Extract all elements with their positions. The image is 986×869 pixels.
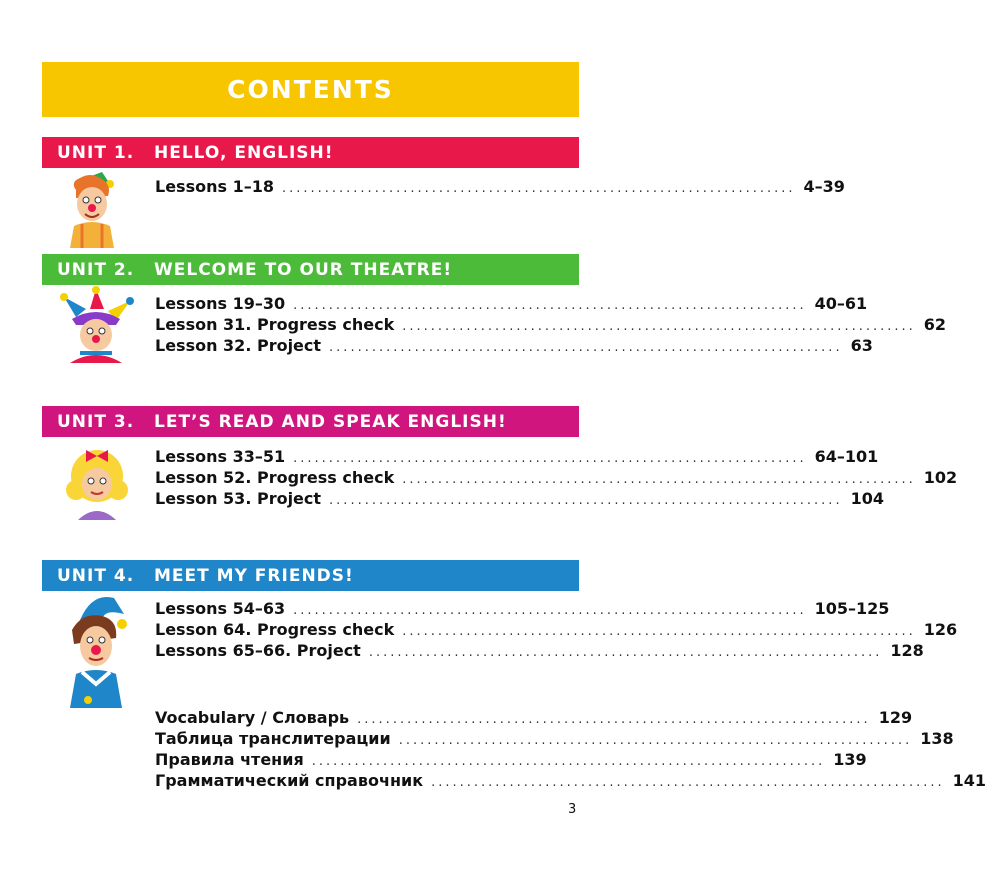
entry-label: Lessons 33–51 <box>155 447 286 466</box>
toc-entry <box>155 177 845 198</box>
toc-entry <box>155 641 924 662</box>
toc-entry <box>155 315 947 336</box>
leader-dots: ........................................................................ <box>311 754 826 769</box>
unit-4-number: UNIT 4. <box>57 565 135 586</box>
entry-pages: 63 <box>850 336 873 355</box>
entry-label: Lessons 1–18 <box>155 177 274 196</box>
entry-label: Vocabulary / Словарь <box>155 708 350 727</box>
unit-1-header <box>42 137 579 168</box>
entry-label: Lesson 64. Progress check <box>155 620 395 639</box>
entry-pages: 128 <box>890 641 924 660</box>
unit-3-header <box>42 406 579 437</box>
unit-1-number: UNIT 1. <box>57 142 135 163</box>
appendix-entries <box>155 708 986 792</box>
entry-label: Lesson 32. Project <box>155 336 322 355</box>
leader-dots: ........................................................................ <box>293 603 807 618</box>
entry-pages: 105–125 <box>814 599 890 618</box>
toc-entry <box>155 750 867 771</box>
entry-pages: 102 <box>923 468 958 487</box>
leader-dots: ........................................................................ <box>357 712 871 727</box>
unit-3-name: LET’S READ AND SPEAK ENGLISH! <box>154 411 507 432</box>
leader-dots: ........................................................................ <box>329 340 843 355</box>
entry-pages: 138 <box>920 729 954 748</box>
leader-dots: ........................................................................ <box>293 298 807 313</box>
unit-1-name: HELLO, ENGLISH! <box>154 142 334 163</box>
unit-2-entries <box>155 294 947 357</box>
entry-pages: 4–39 <box>803 177 845 196</box>
contents-title: CONTENTS <box>227 75 394 104</box>
leader-dots: ........................................................................ <box>281 181 796 196</box>
entry-label: Таблица транслитерации <box>155 729 391 748</box>
toc-entry <box>155 708 913 729</box>
unit-2-name: WELCOME TO OUR THEATRE! <box>154 259 453 280</box>
toc-entry <box>155 489 884 510</box>
toc-entry <box>155 468 958 489</box>
toc-entry <box>155 771 986 792</box>
leader-dots: ........................................................................ <box>402 624 916 639</box>
clown-boy-illustration <box>60 168 124 248</box>
unit-3-entries <box>155 447 958 510</box>
entry-label: Lessons 19–30 <box>155 294 286 313</box>
entry-pages: 40–61 <box>814 294 868 313</box>
page-number: 3 <box>568 802 577 817</box>
entry-label: Lessons 54–63 <box>155 599 286 618</box>
unit-2-number: UNIT 2. <box>57 259 135 280</box>
jester-illustration <box>56 287 136 367</box>
toc-entry <box>155 599 890 620</box>
entry-pages: 62 <box>923 315 947 334</box>
entry-pages: 104 <box>850 489 884 508</box>
leader-dots: ........................................................................ <box>368 645 883 660</box>
leader-dots: ........................................................................ <box>402 472 916 487</box>
entry-label: Lessons 65–66. Project <box>155 641 361 660</box>
leader-dots: ........................................................................ <box>293 451 807 466</box>
unit-2-header <box>42 254 579 285</box>
toc-entry <box>155 294 868 315</box>
entry-label: Грамматический справочник <box>155 771 424 790</box>
leader-dots: ........................................................................ <box>398 733 913 748</box>
unit-4-entries <box>155 599 958 662</box>
unit-1-entries <box>155 177 845 198</box>
toc-entry <box>155 620 958 641</box>
entry-label: Lesson 53. Project <box>155 489 322 508</box>
toc-entry <box>155 447 879 468</box>
leader-dots: ........................................................................ <box>431 775 945 790</box>
entry-pages: 126 <box>923 620 958 639</box>
entry-pages: 141 <box>952 771 986 790</box>
entry-label: Правила чтения <box>155 750 304 769</box>
leader-dots: ........................................................................ <box>329 493 843 508</box>
unit-4-name: MEET MY FRIENDS! <box>154 565 354 586</box>
toc-entry <box>155 729 954 750</box>
unit-4-header <box>42 560 579 591</box>
girl-illustration <box>62 440 132 520</box>
entry-pages: 129 <box>878 708 913 727</box>
entry-pages: 64–101 <box>814 447 879 466</box>
contents-title-bar <box>42 62 579 117</box>
entry-pages: 139 <box>833 750 867 769</box>
entry-label: Lesson 31. Progress check <box>155 315 395 334</box>
unit-3-number: UNIT 3. <box>57 411 135 432</box>
toc-entry <box>155 336 873 357</box>
clown-man-illustration <box>62 590 132 708</box>
leader-dots: ........................................................................ <box>402 319 916 334</box>
entry-label: Lesson 52. Progress check <box>155 468 395 487</box>
